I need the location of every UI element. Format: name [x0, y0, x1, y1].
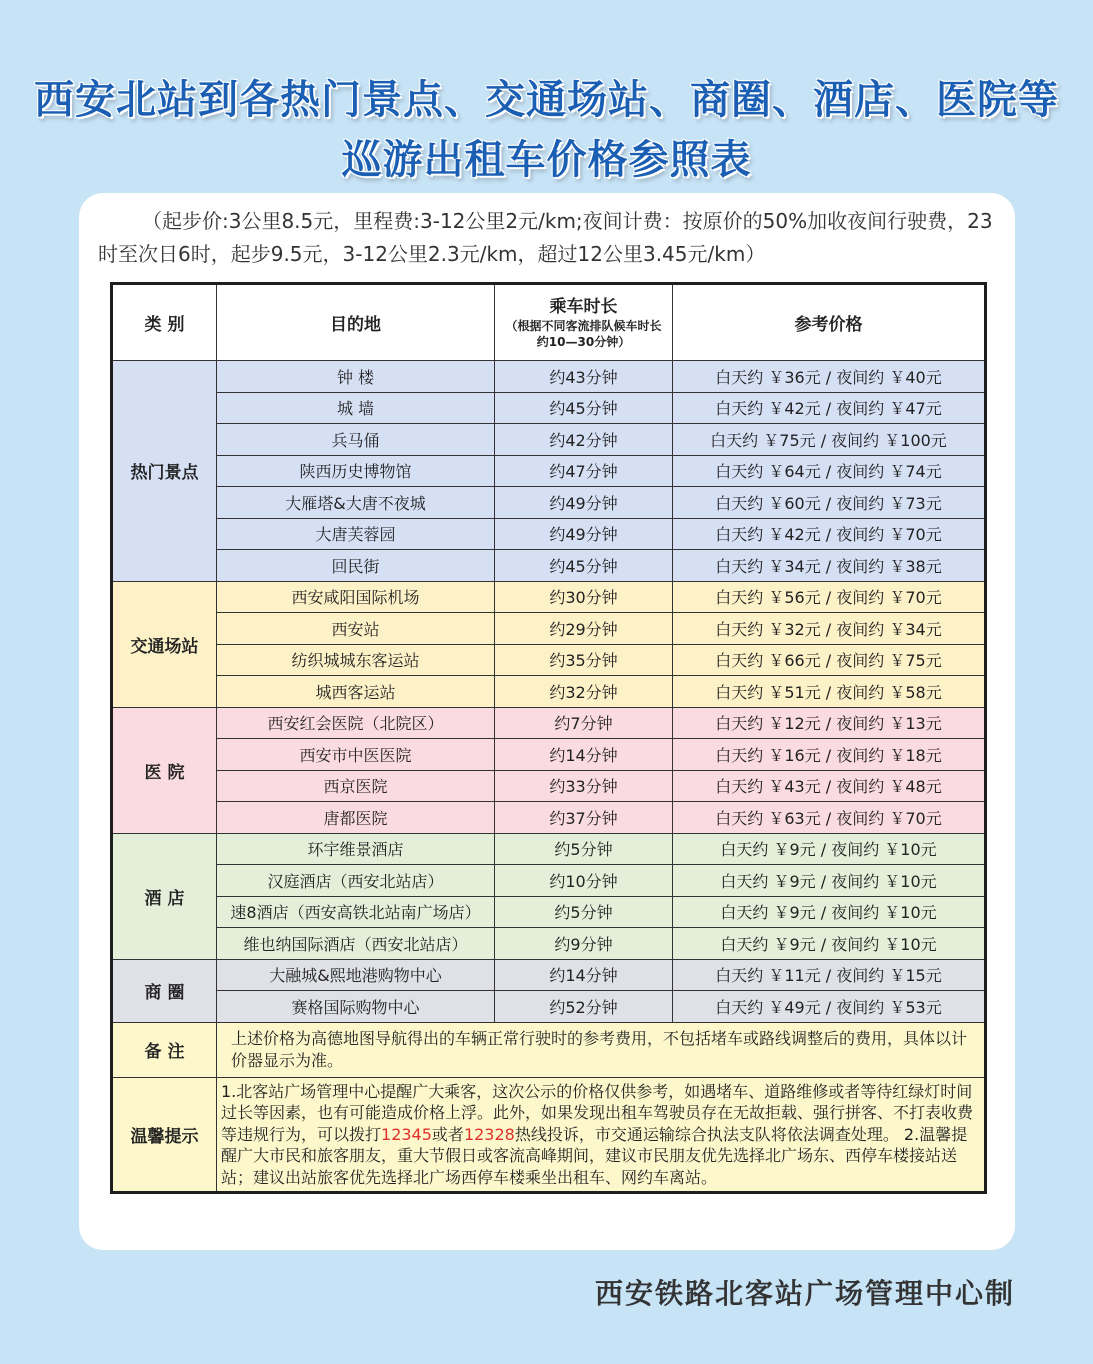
- table-row: [112, 770, 986, 802]
- destination-cell: 赛格国际购物中心: [217, 991, 495, 1023]
- destination-cell: 陕西历史博物馆: [217, 455, 495, 487]
- price-cell: 白天约 ￥63元 / 夜间约 ￥70元: [673, 802, 986, 834]
- price-cell: 白天约 ￥12元 / 夜间约 ￥13元: [673, 707, 986, 739]
- fare-rules-intro: （起步价:3公里8.5元，里程费:3-12公里2元/km;夜间计费：按原价的50%加收夜间行驶费，23时至次日6时，起步9.5元，3-12公里2.3元/km，超过12公里3.45元/km）: [98, 209, 993, 266]
- table-row: [112, 896, 986, 928]
- price-cell: 白天约 ￥75元 / 夜间约 ￥100元: [673, 424, 986, 456]
- issuer-footer: 西安铁路北客站广场管理中心制: [594, 1277, 1015, 1310]
- price-cell: 白天约 ￥42元 / 夜间约 ￥70元: [673, 518, 986, 550]
- price-cell: 白天约 ￥60元 / 夜间约 ￥73元: [673, 487, 986, 519]
- price-cell: 白天约 ￥16元 / 夜间约 ￥18元: [673, 739, 986, 771]
- destination-cell: 西安站: [217, 613, 495, 645]
- price-cell: 白天约 ￥9元 / 夜间约 ￥10元: [673, 833, 986, 865]
- table-row: [112, 518, 986, 550]
- price-cell: 白天约 ￥9元 / 夜间约 ￥10元: [673, 928, 986, 960]
- hotline-12328: 12328: [463, 1124, 515, 1144]
- duration-cell: 约49分钟: [495, 518, 673, 550]
- header-duration-note: （根据不同客流排队候车时长约10—30分钟）: [505, 318, 662, 349]
- destination-cell: 西安红会医院（北院区）: [217, 707, 495, 739]
- tips-text: [217, 1077, 986, 1193]
- duration-cell: 约14分钟: [495, 739, 673, 771]
- table-row: [112, 613, 986, 645]
- destination-cell: 唐都医院: [217, 802, 495, 834]
- category-cell: 商 圈: [112, 959, 217, 1022]
- destination-cell: 钟 楼: [217, 361, 495, 393]
- category-cell: 医 院: [112, 707, 217, 833]
- table-row: [112, 959, 986, 991]
- table-row: [112, 644, 986, 676]
- duration-cell: 约42分钟: [495, 424, 673, 456]
- table-body: [112, 361, 986, 1193]
- price-cell: 白天约 ￥9元 / 夜间约 ￥10元: [673, 865, 986, 897]
- duration-cell: 约32分钟: [495, 676, 673, 708]
- table-row: [112, 361, 986, 393]
- table-row: [112, 487, 986, 519]
- price-cell: 白天约 ￥66元 / 夜间约 ￥75元: [673, 644, 986, 676]
- destination-cell: 大雁塔&大唐不夜城: [217, 487, 495, 519]
- destination-cell: 汉庭酒店（西安北站店）: [217, 865, 495, 897]
- price-cell: 白天约 ￥9元 / 夜间约 ￥10元: [673, 896, 986, 928]
- header-duration: [495, 284, 673, 361]
- note-row: [112, 1022, 986, 1077]
- destination-cell: 维也纳国际酒店（西安北站店）: [217, 928, 495, 960]
- destination-cell: 城西客运站: [217, 676, 495, 708]
- destination-cell: 纺织城城东客运站: [217, 644, 495, 676]
- category-cell: 交通场站: [112, 581, 217, 707]
- tips-text-part3: 热线投诉，市交通运输综合执法支队将依法调查处理。 2.温馨提醒广大市民和旅客朋友，重大节假日或客流高峰期间，建议市民朋友优先选择北广场东、西停车楼接站送站；建议出站旅客优先选择北广场西停车楼乘坐出租车、网约车离站。: [221, 1124, 968, 1187]
- table-row: [112, 707, 986, 739]
- duration-cell: 约43分钟: [495, 361, 673, 393]
- destination-cell: 回民街: [217, 550, 495, 582]
- duration-cell: 约5分钟: [495, 833, 673, 865]
- duration-cell: 约9分钟: [495, 928, 673, 960]
- price-cell: 白天约 ￥56元 / 夜间约 ￥70元: [673, 581, 986, 613]
- price-cell: 白天约 ￥64元 / 夜间约 ￥74元: [673, 455, 986, 487]
- table-header-row: [112, 284, 986, 361]
- duration-cell: 约33分钟: [495, 770, 673, 802]
- duration-cell: 约30分钟: [495, 581, 673, 613]
- tips-text-part2: 或者: [431, 1124, 464, 1144]
- duration-cell: 约10分钟: [495, 865, 673, 897]
- category-cell: 酒 店: [112, 833, 217, 959]
- destination-cell: 环宇维景酒店: [217, 833, 495, 865]
- duration-cell: 约37分钟: [495, 802, 673, 834]
- hotline-12345: 12345: [381, 1124, 432, 1144]
- price-cell: 白天约 ￥43元 / 夜间约 ￥48元: [673, 770, 986, 802]
- header-duration-label: 乘车时长: [549, 296, 618, 317]
- price-cell: 白天约 ￥51元 / 夜间约 ￥58元: [673, 676, 986, 708]
- price-cell: 白天约 ￥36元 / 夜间约 ￥40元: [673, 361, 986, 393]
- duration-cell: 约45分钟: [495, 392, 673, 424]
- note-text: 上述价格为高德地图导航得出的车辆正常行驶时的参考费用，不包括堵车或路线调整后的费用，具体以计价器显示为准。: [217, 1022, 986, 1077]
- destination-cell: 大唐芙蓉园: [217, 518, 495, 550]
- duration-cell: 约7分钟: [495, 707, 673, 739]
- page-subtitle: 巡游出租车价格参照表: [341, 137, 752, 183]
- destination-cell: 西安市中医医院: [217, 739, 495, 771]
- fare-table: [110, 282, 987, 1194]
- header-category: 类 别: [112, 284, 217, 361]
- tips-label: 温馨提示: [112, 1077, 217, 1193]
- table-row: [112, 676, 986, 708]
- table-row: [112, 581, 986, 613]
- table-row: [112, 802, 986, 834]
- destination-cell: 兵马俑: [217, 424, 495, 456]
- table-row: [112, 455, 986, 487]
- tips-text-part1: 1.北客站广场管理中心提醒广大乘客，这次公示的价格仅供参考，如遇堵车、道路维修或者等待红绿灯时间过长等因素，也有可能造成价格上浮。此外，如果发现出租车驾驶员存在无故拒载、强行拼客、不打表收费等违规行为，可以拨打: [221, 1081, 974, 1144]
- duration-cell: 约35分钟: [495, 644, 673, 676]
- price-cell: 白天约 ￥42元 / 夜间约 ￥47元: [673, 392, 986, 424]
- price-cell: 白天约 ￥49元 / 夜间约 ￥53元: [673, 991, 986, 1023]
- duration-cell: 约5分钟: [495, 896, 673, 928]
- table-row: [112, 550, 986, 582]
- table-row: [112, 833, 986, 865]
- duration-cell: 约49分钟: [495, 487, 673, 519]
- destination-cell: 速8酒店（西安高铁北站南广场店）: [217, 896, 495, 928]
- header-price: 参考价格: [673, 284, 986, 361]
- table-row: [112, 739, 986, 771]
- destination-cell: 大融城&熙地港购物中心: [217, 959, 495, 991]
- tips-row: [112, 1077, 986, 1193]
- destination-cell: 西安咸阳国际机场: [217, 581, 495, 613]
- header-destination: 目的地: [217, 284, 495, 361]
- duration-cell: 约45分钟: [495, 550, 673, 582]
- note-label: 备 注: [112, 1022, 217, 1077]
- table-row: [112, 424, 986, 456]
- price-cell: 白天约 ￥34元 / 夜间约 ￥38元: [673, 550, 986, 582]
- duration-cell: 约52分钟: [495, 991, 673, 1023]
- duration-cell: 约14分钟: [495, 959, 673, 991]
- destination-cell: 城 墙: [217, 392, 495, 424]
- duration-cell: 约47分钟: [495, 455, 673, 487]
- page-title: 西安北站到各热门景点、交通场站、商圈、酒店、医院等: [34, 77, 1059, 123]
- table-row: [112, 392, 986, 424]
- duration-cell: 约29分钟: [495, 613, 673, 645]
- table-row: [112, 991, 986, 1023]
- price-cell: 白天约 ￥32元 / 夜间约 ￥34元: [673, 613, 986, 645]
- table-row: [112, 928, 986, 960]
- category-cell: 热门景点: [112, 361, 217, 582]
- destination-cell: 西京医院: [217, 770, 495, 802]
- price-cell: 白天约 ￥11元 / 夜间约 ￥15元: [673, 959, 986, 991]
- table-row: [112, 865, 986, 897]
